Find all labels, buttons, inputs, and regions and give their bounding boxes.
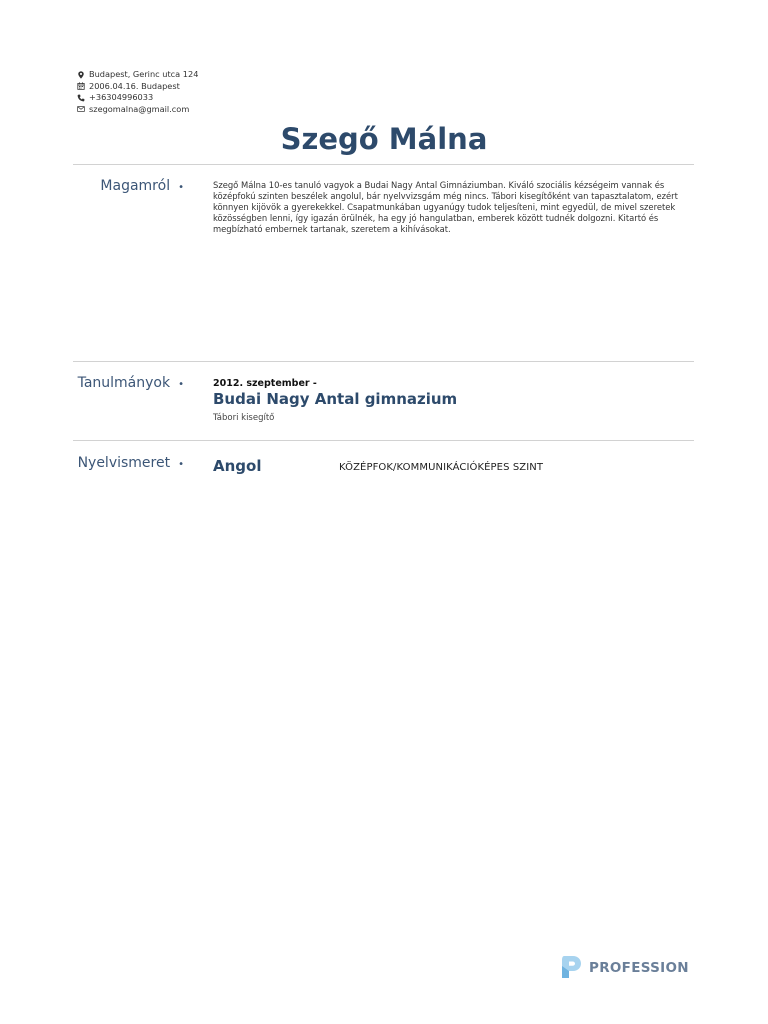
divider xyxy=(73,164,694,165)
profession-logo xyxy=(558,952,689,984)
contact-address-text: Budapest, Gerinc utca 124 xyxy=(89,69,199,79)
language-level: KÖZÉPFOK/KOMMUNIKÁCIÓKÉPES SZINT xyxy=(339,462,544,473)
about-text: Szegő Málna 10-es tanuló vagyok a Budai Nagy Antal Gimnáziumban. Kiváló szociális kézségeim vannak és középfokú szinten beszélek angolul, bár nyelvvizsgám még nincs. Tábori kisegítőként van tapasztalatom, ezért könnyen kijövök a gyerekekkel. Csapatmunkában ugyanúgy tudok teljesíteni, mint egyedül, de mivel szeretek közösségben lenni, így igazán örülnék, ha egy jó hangulatban, emberek között tudnék dolgozni. Kitartó és megbízható embernek tartanak, szeretem a kihívásokat. xyxy=(213,180,678,234)
education-date: 2012. szeptember - xyxy=(213,378,317,389)
divider xyxy=(73,440,694,441)
education-description: Tábori kisegítő xyxy=(213,413,275,423)
resume-name: Szegő Málna xyxy=(280,122,488,156)
phone-icon xyxy=(76,93,86,103)
education-school: Budai Nagy Antal gimnazium xyxy=(213,390,458,408)
section-label-about-text: Magamról xyxy=(100,178,171,194)
profession-logo-text: PROFESSION xyxy=(589,960,689,976)
bullet-icon: • xyxy=(178,181,184,193)
divider xyxy=(73,361,694,362)
contact-phone xyxy=(76,92,198,104)
contact-email-text[interactable]: szegomalna@gmail.com xyxy=(89,103,190,114)
section-label-languages-text: Nyelvismeret xyxy=(77,455,171,471)
map-pin-icon xyxy=(76,70,86,80)
contact-address xyxy=(76,69,198,81)
section-label-languages xyxy=(78,455,184,471)
language-name: Angol xyxy=(213,457,262,475)
calendar-icon xyxy=(76,81,86,91)
envelope-icon xyxy=(76,104,86,114)
contact-phone-text: +36304996033 xyxy=(89,92,154,102)
contact-email xyxy=(76,104,198,116)
section-label-education xyxy=(78,375,184,391)
contact-block xyxy=(76,69,198,115)
contact-birth xyxy=(76,81,198,93)
bullet-icon: • xyxy=(178,378,184,390)
section-label-about xyxy=(100,178,184,194)
profession-logo-icon xyxy=(558,952,584,984)
section-label-education-text: Tanulmányok xyxy=(77,375,171,391)
contact-birth-text: 2006.04.16. Budapest xyxy=(89,80,180,91)
bullet-icon: • xyxy=(178,458,184,470)
